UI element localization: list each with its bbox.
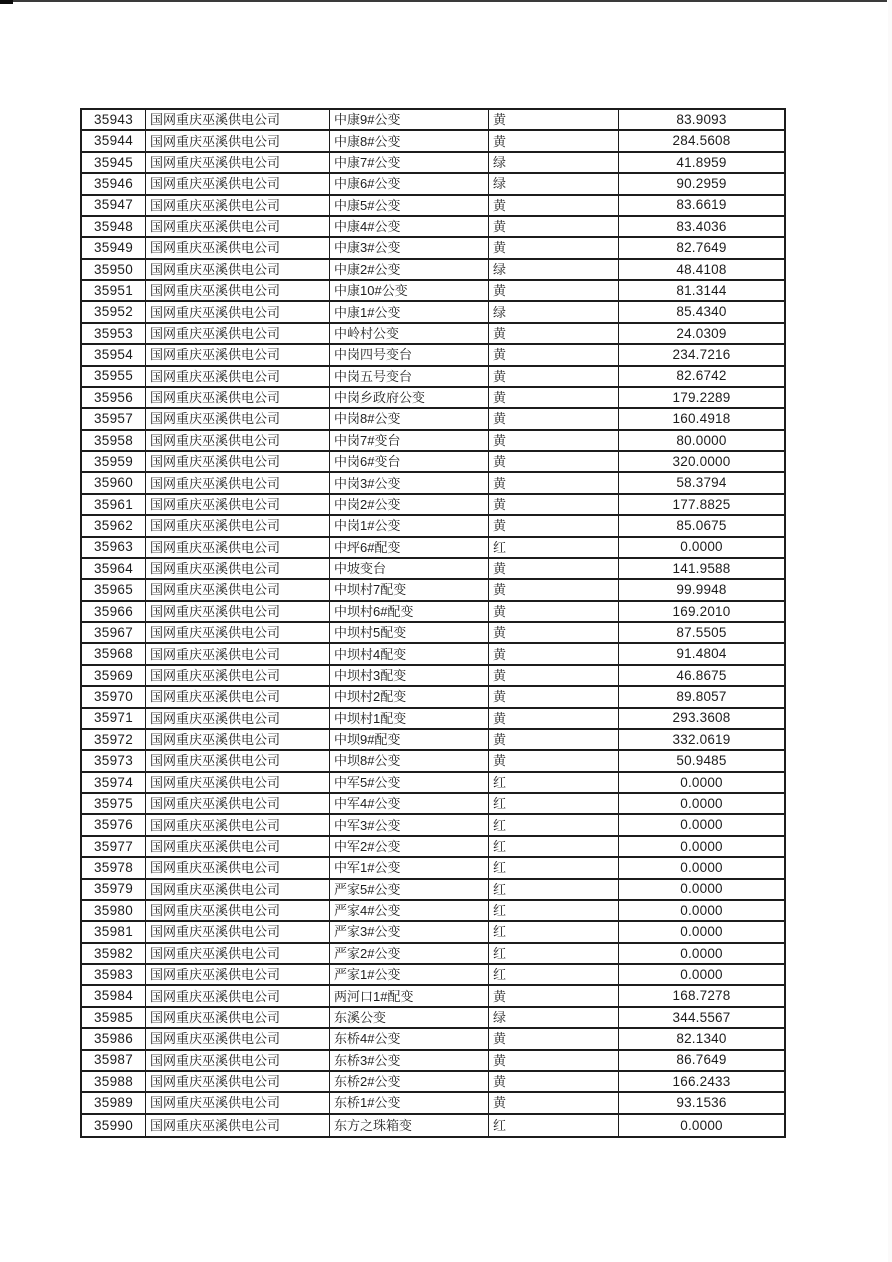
cell-metric-value: 80.0000 [676, 432, 727, 448]
cell-status-color: 红 [489, 858, 619, 877]
cell-company-name: 国网重庆巫溪供电公司 [146, 388, 330, 407]
cell-row-id: 35951 [82, 281, 146, 300]
table-row [82, 110, 784, 131]
cell-station-name: 中岗7#变台 [330, 431, 489, 450]
cell-company-name: 国网重庆巫溪供电公司 [146, 602, 330, 621]
cell-row-id: 35967 [82, 623, 146, 642]
cell-row-id: 35956 [82, 388, 146, 407]
cell-company-name: 国网重庆巫溪供电公司 [146, 837, 330, 856]
cell-station-name: 中坝8#公变 [330, 751, 489, 770]
cell-metric-value: 320.0000 [672, 453, 731, 469]
cell-company-name: 国网重庆巫溪供电公司 [146, 858, 330, 877]
cell-row-id: 35977 [82, 837, 146, 856]
cell-company-name: 国网重庆巫溪供电公司 [146, 302, 330, 321]
cell-row-id: 35968 [82, 644, 146, 663]
cell-status-color: 黄 [489, 751, 619, 770]
cell-metric-value: 90.2959 [676, 176, 727, 192]
cell-metric-value: 293.3608 [672, 710, 731, 726]
cell-row-id: 35955 [82, 367, 146, 386]
cell-status-color: 红 [489, 1115, 619, 1136]
table-row [82, 1115, 784, 1136]
cell-station-name: 中岗四号变台 [330, 345, 489, 364]
cell-company-name: 国网重庆巫溪供电公司 [146, 944, 330, 963]
cell-row-id: 35943 [82, 110, 146, 129]
cell-status-color: 绿 [489, 174, 619, 193]
cell-station-name: 中康2#公变 [330, 260, 489, 279]
cell-metric-value: 0.0000 [680, 539, 723, 555]
cell-metric-value: 160.4918 [672, 411, 731, 427]
table-row [82, 773, 784, 794]
cell-row-id: 35971 [82, 709, 146, 728]
table-row [82, 516, 784, 537]
cell-metric-value: 0.0000 [680, 924, 723, 940]
cell-row-id: 35952 [82, 302, 146, 321]
cell-station-name: 中岗五号变台 [330, 367, 489, 386]
cell-station-name: 中岭村公变 [330, 324, 489, 343]
cell-company-name: 国网重庆巫溪供电公司 [146, 623, 330, 642]
cell-metric-value: 83.4036 [676, 218, 727, 234]
cell-station-name: 中康1#公变 [330, 302, 489, 321]
cell-row-id: 35975 [82, 794, 146, 813]
cell-metric-value: 81.3144 [676, 282, 727, 298]
cell-station-name: 中坝村7配变 [330, 580, 489, 599]
table-row [82, 324, 784, 345]
table-row [82, 1051, 784, 1072]
cell-metric-value: 91.4804 [676, 646, 727, 662]
cell-company-name: 国网重庆巫溪供电公司 [146, 880, 330, 899]
table-row [82, 559, 784, 580]
table-row [82, 495, 784, 516]
cell-station-name: 中坡变台 [330, 559, 489, 578]
cell-status-color: 红 [489, 837, 619, 856]
cell-station-name: 中岗1#公变 [330, 516, 489, 535]
cell-status-color: 红 [489, 538, 619, 557]
cell-station-name: 中康9#公变 [330, 110, 489, 129]
cell-metric-value: 0.0000 [680, 945, 723, 961]
cell-row-id: 35979 [82, 880, 146, 899]
cell-status-color: 黄 [489, 452, 619, 471]
cell-company-name: 国网重庆巫溪供电公司 [146, 196, 330, 215]
cell-metric-value: 85.4340 [676, 304, 727, 320]
cell-station-name: 中康4#公变 [330, 217, 489, 236]
cell-metric-value: 58.3794 [676, 475, 727, 491]
cell-station-name: 中岗8#公变 [330, 409, 489, 428]
cell-station-name: 中岗乡政府公变 [330, 388, 489, 407]
cell-metric-value: 332.0619 [672, 731, 731, 747]
cell-row-id: 35982 [82, 944, 146, 963]
transformer-data-table [80, 108, 786, 1138]
cell-status-color: 黄 [489, 473, 619, 492]
cell-company-name: 国网重庆巫溪供电公司 [146, 986, 330, 1005]
cell-company-name: 国网重庆巫溪供电公司 [146, 238, 330, 257]
table-row [82, 730, 784, 751]
table-row [82, 687, 784, 708]
table-row [82, 944, 784, 965]
table-row [82, 1072, 784, 1093]
cell-status-color: 黄 [489, 986, 619, 1005]
cell-row-id: 35986 [82, 1029, 146, 1048]
cell-row-id: 35957 [82, 409, 146, 428]
cell-station-name: 东桥4#公变 [330, 1029, 489, 1048]
cell-status-color: 绿 [489, 302, 619, 321]
cell-metric-value: 0.0000 [680, 860, 723, 876]
cell-row-id: 35973 [82, 751, 146, 770]
cell-metric-value: 169.2010 [672, 603, 731, 619]
table-row [82, 238, 784, 259]
cell-metric-value: 87.5505 [676, 624, 727, 640]
cell-company-name: 国网重庆巫溪供电公司 [146, 110, 330, 129]
table-row [82, 538, 784, 559]
cell-company-name: 国网重庆巫溪供电公司 [146, 965, 330, 984]
cell-company-name: 国网重庆巫溪供电公司 [146, 1029, 330, 1048]
cell-station-name: 中康8#公变 [330, 131, 489, 150]
cell-status-color: 黄 [489, 1072, 619, 1091]
cell-metric-value: 0.0000 [680, 966, 723, 982]
cell-company-name: 国网重庆巫溪供电公司 [146, 773, 330, 792]
cell-row-id: 35989 [82, 1093, 146, 1112]
cell-company-name: 国网重庆巫溪供电公司 [146, 431, 330, 450]
cell-status-color: 黄 [489, 217, 619, 236]
cell-row-id: 35978 [82, 858, 146, 877]
cell-status-color: 黄 [489, 1051, 619, 1070]
cell-status-color: 黄 [489, 409, 619, 428]
cell-station-name: 东桥2#公变 [330, 1072, 489, 1091]
cell-station-name: 东溪公变 [330, 1008, 489, 1027]
cell-row-id: 35990 [82, 1115, 146, 1136]
table-row [82, 858, 784, 879]
table-row [82, 196, 784, 217]
cell-status-color: 红 [489, 944, 619, 963]
cell-metric-value: 0.0000 [680, 838, 723, 854]
cell-row-id: 35960 [82, 473, 146, 492]
cell-metric-value: 89.8057 [676, 689, 727, 705]
cell-company-name: 国网重庆巫溪供电公司 [146, 794, 330, 813]
cell-row-id: 35965 [82, 580, 146, 599]
cell-status-color: 黄 [489, 644, 619, 663]
cell-company-name: 国网重庆巫溪供电公司 [146, 345, 330, 364]
cell-station-name: 中坝村3配变 [330, 666, 489, 685]
cell-station-name: 严家2#公变 [330, 944, 489, 963]
cell-status-color: 黄 [489, 345, 619, 364]
cell-row-id: 35981 [82, 922, 146, 941]
cell-row-id: 35966 [82, 602, 146, 621]
cell-station-name: 中岗3#公变 [330, 473, 489, 492]
table-row [82, 431, 784, 452]
cell-company-name: 国网重庆巫溪供电公司 [146, 1093, 330, 1112]
cell-metric-value: 50.9485 [676, 753, 727, 769]
cell-row-id: 35980 [82, 901, 146, 920]
cell-company-name: 国网重庆巫溪供电公司 [146, 1072, 330, 1091]
cell-company-name: 国网重庆巫溪供电公司 [146, 217, 330, 236]
table-row [82, 837, 784, 858]
cell-metric-value: 284.5608 [672, 133, 731, 149]
cell-company-name: 国网重庆巫溪供电公司 [146, 367, 330, 386]
table-row [82, 880, 784, 901]
cell-metric-value: 179.2289 [672, 389, 731, 405]
cell-metric-value: 46.8675 [676, 667, 727, 683]
cell-station-name: 两河口1#配变 [330, 986, 489, 1005]
cell-station-name: 中岗6#变台 [330, 452, 489, 471]
cell-status-color: 红 [489, 965, 619, 984]
cell-status-color: 黄 [489, 580, 619, 599]
table-row [82, 794, 784, 815]
cell-row-id: 35987 [82, 1051, 146, 1070]
cell-row-id: 35944 [82, 131, 146, 150]
cell-metric-value: 0.0000 [680, 817, 723, 833]
table-row [82, 602, 784, 623]
cell-status-color: 红 [489, 880, 619, 899]
cell-status-color: 黄 [489, 1093, 619, 1112]
cell-metric-value: 166.2433 [672, 1073, 731, 1089]
cell-station-name: 中军4#公变 [330, 794, 489, 813]
table-row [82, 901, 784, 922]
cell-company-name: 国网重庆巫溪供电公司 [146, 1008, 330, 1027]
cell-metric-value: 41.8959 [676, 154, 727, 170]
cell-status-color: 黄 [489, 196, 619, 215]
cell-station-name: 中康7#公变 [330, 153, 489, 172]
cell-station-name: 严家1#公变 [330, 965, 489, 984]
cell-row-id: 35984 [82, 986, 146, 1005]
cell-status-color: 黄 [489, 602, 619, 621]
cell-status-color: 绿 [489, 1008, 619, 1027]
cell-row-id: 35962 [82, 516, 146, 535]
cell-company-name: 国网重庆巫溪供电公司 [146, 559, 330, 578]
cell-row-id: 35958 [82, 431, 146, 450]
cell-metric-value: 86.7649 [676, 1052, 727, 1068]
cell-status-color: 黄 [489, 281, 619, 300]
cell-row-id: 35964 [82, 559, 146, 578]
cell-status-color: 黄 [489, 709, 619, 728]
cell-company-name: 国网重庆巫溪供电公司 [146, 1115, 330, 1136]
cell-status-color: 红 [489, 922, 619, 941]
cell-row-id: 35974 [82, 773, 146, 792]
table-row [82, 709, 784, 730]
cell-metric-value: 83.6619 [676, 197, 727, 213]
cell-station-name: 中坝9#配变 [330, 730, 489, 749]
cell-metric-value: 168.7278 [672, 988, 731, 1004]
table-row [82, 815, 784, 836]
cell-station-name: 严家4#公变 [330, 901, 489, 920]
cell-metric-value: 82.7649 [676, 240, 727, 256]
table-row [82, 409, 784, 430]
cell-station-name: 中坝村5配变 [330, 623, 489, 642]
cell-metric-value: 24.0309 [676, 325, 727, 341]
cell-metric-value: 0.0000 [680, 1117, 723, 1133]
cell-company-name: 国网重庆巫溪供电公司 [146, 281, 330, 300]
cell-station-name: 中军5#公变 [330, 773, 489, 792]
page-top-corner-mark [0, 0, 13, 4]
cell-metric-value: 0.0000 [680, 902, 723, 918]
cell-station-name: 中坝村6#配变 [330, 602, 489, 621]
cell-row-id: 35949 [82, 238, 146, 257]
table-row [82, 1008, 784, 1029]
table-row [82, 644, 784, 665]
table-row [82, 281, 784, 302]
cell-row-id: 35970 [82, 687, 146, 706]
cell-metric-value: 0.0000 [680, 774, 723, 790]
cell-row-id: 35945 [82, 153, 146, 172]
cell-row-id: 35961 [82, 495, 146, 514]
cell-status-color: 黄 [489, 1029, 619, 1048]
cell-company-name: 国网重庆巫溪供电公司 [146, 516, 330, 535]
cell-station-name: 东方之珠箱变 [330, 1115, 489, 1136]
cell-company-name: 国网重庆巫溪供电公司 [146, 538, 330, 557]
cell-station-name: 东桥1#公变 [330, 1093, 489, 1112]
cell-metric-value: 85.0675 [676, 518, 727, 534]
cell-status-color: 黄 [489, 367, 619, 386]
cell-company-name: 国网重庆巫溪供电公司 [146, 922, 330, 941]
cell-station-name: 中岗2#公变 [330, 495, 489, 514]
cell-station-name: 东桥3#公变 [330, 1051, 489, 1070]
cell-row-id: 35953 [82, 324, 146, 343]
cell-metric-value: 234.7216 [672, 347, 731, 363]
cell-metric-value: 99.9948 [676, 582, 727, 598]
table-row [82, 623, 784, 644]
cell-metric-value: 0.0000 [680, 881, 723, 897]
cell-company-name: 国网重庆巫溪供电公司 [146, 644, 330, 663]
cell-row-id: 35985 [82, 1008, 146, 1027]
cell-company-name: 国网重庆巫溪供电公司 [146, 409, 330, 428]
cell-metric-value: 0.0000 [680, 795, 723, 811]
cell-company-name: 国网重庆巫溪供电公司 [146, 751, 330, 770]
cell-station-name: 中军1#公变 [330, 858, 489, 877]
cell-metric-value: 82.1340 [676, 1031, 727, 1047]
cell-station-name: 中坝村2配变 [330, 687, 489, 706]
table-row [82, 217, 784, 238]
cell-status-color: 黄 [489, 324, 619, 343]
table-row [82, 1093, 784, 1114]
cell-row-id: 35948 [82, 217, 146, 236]
cell-company-name: 国网重庆巫溪供电公司 [146, 131, 330, 150]
table-row [82, 345, 784, 366]
cell-company-name: 国网重庆巫溪供电公司 [146, 495, 330, 514]
cell-company-name: 国网重庆巫溪供电公司 [146, 901, 330, 920]
cell-station-name: 严家5#公变 [330, 880, 489, 899]
table-row [82, 153, 784, 174]
page-right-edge-shade [888, 0, 892, 1262]
cell-status-color: 黄 [489, 110, 619, 129]
cell-station-name: 中军3#公变 [330, 815, 489, 834]
cell-status-color: 黄 [489, 495, 619, 514]
cell-company-name: 国网重庆巫溪供电公司 [146, 324, 330, 343]
cell-company-name: 国网重庆巫溪供电公司 [146, 666, 330, 685]
cell-status-color: 黄 [489, 623, 619, 642]
cell-row-id: 35950 [82, 260, 146, 279]
cell-station-name: 中康3#公变 [330, 238, 489, 257]
cell-metric-value: 93.1536 [676, 1095, 727, 1111]
cell-station-name: 中康6#公变 [330, 174, 489, 193]
cell-company-name: 国网重庆巫溪供电公司 [146, 452, 330, 471]
cell-status-color: 黄 [489, 559, 619, 578]
cell-row-id: 35976 [82, 815, 146, 834]
cell-company-name: 国网重庆巫溪供电公司 [146, 1051, 330, 1070]
cell-company-name: 国网重庆巫溪供电公司 [146, 687, 330, 706]
table-row [82, 260, 784, 281]
cell-station-name: 中坝村1配变 [330, 709, 489, 728]
cell-status-color: 黄 [489, 131, 619, 150]
cell-row-id: 35972 [82, 730, 146, 749]
cell-row-id: 35983 [82, 965, 146, 984]
table-row [82, 302, 784, 323]
cell-status-color: 黄 [489, 687, 619, 706]
table-row [82, 580, 784, 601]
cell-metric-value: 48.4108 [676, 261, 727, 277]
cell-station-name: 严家3#公变 [330, 922, 489, 941]
cell-status-color: 黄 [489, 238, 619, 257]
cell-company-name: 国网重庆巫溪供电公司 [146, 153, 330, 172]
cell-company-name: 国网重庆巫溪供电公司 [146, 580, 330, 599]
cell-row-id: 35969 [82, 666, 146, 685]
cell-station-name: 中军2#公变 [330, 837, 489, 856]
table-row [82, 922, 784, 943]
cell-row-id: 35947 [82, 196, 146, 215]
cell-metric-value: 344.5567 [672, 1009, 731, 1025]
cell-status-color: 红 [489, 773, 619, 792]
cell-status-color: 黄 [489, 388, 619, 407]
table-row [82, 131, 784, 152]
cell-station-name: 中康5#公变 [330, 196, 489, 215]
cell-row-id: 35963 [82, 538, 146, 557]
cell-company-name: 国网重庆巫溪供电公司 [146, 473, 330, 492]
cell-row-id: 35946 [82, 174, 146, 193]
cell-metric-value: 141.9588 [672, 560, 731, 576]
cell-metric-value: 177.8825 [672, 496, 731, 512]
cell-row-id: 35954 [82, 345, 146, 364]
cell-company-name: 国网重庆巫溪供电公司 [146, 709, 330, 728]
cell-status-color: 黄 [489, 666, 619, 685]
table-row [82, 473, 784, 494]
cell-company-name: 国网重庆巫溪供电公司 [146, 260, 330, 279]
table-row [82, 1029, 784, 1050]
cell-status-color: 黄 [489, 431, 619, 450]
table-row [82, 388, 784, 409]
table-row [82, 174, 784, 195]
cell-company-name: 国网重庆巫溪供电公司 [146, 174, 330, 193]
cell-station-name: 中坝村4配变 [330, 644, 489, 663]
cell-row-id: 35959 [82, 452, 146, 471]
cell-metric-value: 83.9093 [676, 111, 727, 127]
table-row [82, 986, 784, 1007]
table-row [82, 751, 784, 772]
table-row [82, 666, 784, 687]
cell-station-name: 中坪6#配变 [330, 538, 489, 557]
cell-station-name: 中康10#公变 [330, 281, 489, 300]
cell-status-color: 绿 [489, 153, 619, 172]
cell-status-color: 绿 [489, 260, 619, 279]
table-row [82, 367, 784, 388]
cell-status-color: 红 [489, 901, 619, 920]
cell-company-name: 国网重庆巫溪供电公司 [146, 730, 330, 749]
cell-row-id: 35988 [82, 1072, 146, 1091]
page-top-edge-line [0, 0, 887, 2]
cell-status-color: 红 [489, 815, 619, 834]
cell-company-name: 国网重庆巫溪供电公司 [146, 815, 330, 834]
cell-status-color: 红 [489, 794, 619, 813]
cell-metric-value: 82.6742 [676, 368, 727, 384]
cell-status-color: 黄 [489, 730, 619, 749]
cell-status-color: 黄 [489, 516, 619, 535]
table-row [82, 965, 784, 986]
table-row [82, 452, 784, 473]
